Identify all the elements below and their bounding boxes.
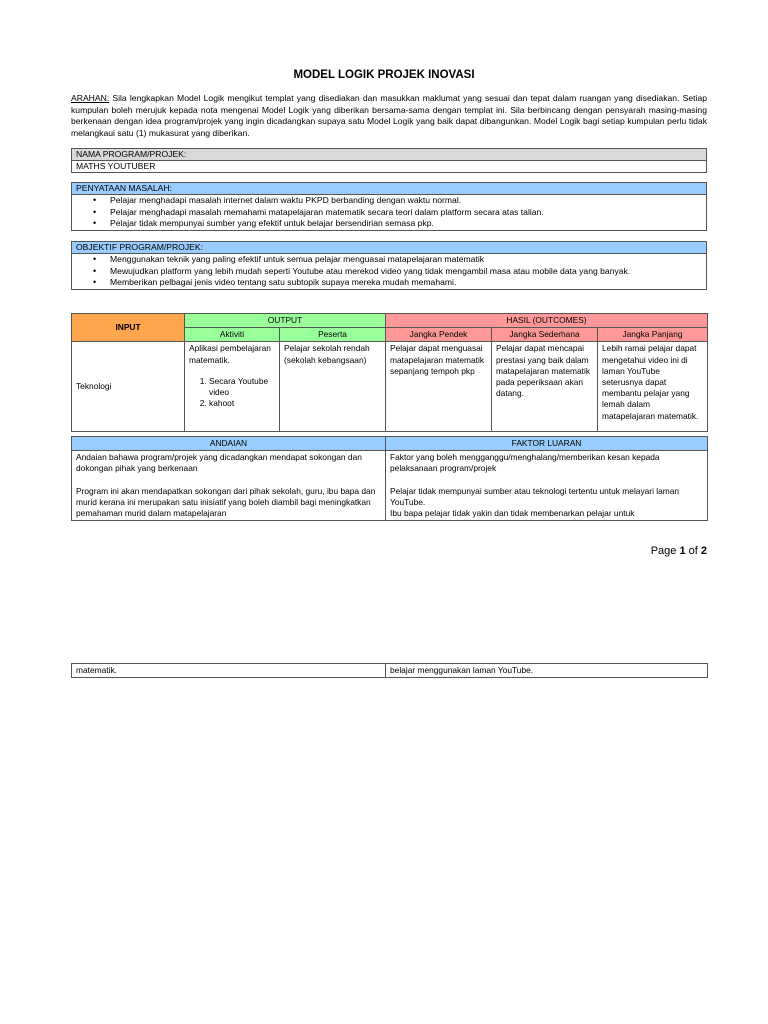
problem-item: • Pelajar tidak mempunyai sumber yang efektif untuk belajar bersendirian semasa pkp.: [110, 218, 706, 230]
external-factors-intro: Faktor yang boleh mengganggu/menghalang/memberikan kesan kepada pelaksanaan program/projek: [390, 452, 660, 474]
problem-list: [72, 195, 706, 230]
objective-box: [71, 241, 707, 290]
program-name-value: MATHS YOUTUBER: [76, 161, 156, 171]
problem-item: • Pelajar menghadapi masalah memahami matapelajaran matematik secara teori dalam platform secara atas talian.: [110, 207, 706, 219]
logic-model-table: [71, 313, 708, 432]
page-of: of: [685, 545, 701, 557]
objective-item: • Memberikan pelbagai jenis video tentang satu subtopik supaya mereka mudah memahami.: [110, 277, 706, 289]
objective-item: • Mewujudkan platform yang lebih mudah seperti Youtube atau merekod video yang tidak mengambil masa atau mobile data yang banyak.: [110, 266, 706, 278]
document-title: MODEL LOGIK PROJEK INOVASI: [293, 69, 475, 81]
long-term-header: Jangka Panjang: [598, 328, 708, 342]
program-name-header: NAMA PROGRAM/PROJEK:: [72, 149, 706, 161]
input-header: INPUT: [72, 314, 185, 342]
input-value: Teknologi: [72, 342, 185, 432]
external-factors-header: FAKTOR LUARAN: [386, 437, 708, 451]
instructions-text: Sila lengkapkan Model Logik mengikut templat yang disediakan dan masukkan maklumat yang sesuai dan tepat dalam ruangan yang disediakan. Setiap kumpulan boleh merujuk kepada nota mengenai Model Logik yang diberikan bersama-sama dengan templat ini. Sila berbincang dengan pensyarah masing-masing berkenaan dengan idea program/projek yang ingin dicadangkan supaya satu Model Logik yang baik dapat dibangunkan. Model Logik bagi setiap kumpulan perlu tidak melangkaui satu (1) mukasurat yang diberikan.: [71, 93, 707, 138]
page-total: 2: [700, 545, 707, 557]
problem-statement-box: [71, 182, 707, 231]
page-current: 1: [679, 545, 686, 557]
aktiviti-list: [189, 376, 275, 410]
external-factors-text: Ibu bapa pelajar tidak yakin dan tidak membenarkan pelajar untuk: [390, 508, 635, 519]
page-number: [651, 545, 707, 557]
external-factors-cell: [386, 451, 708, 521]
long-term-cell: Lebih ramai pelajar dapat mengetahui video ini di laman YouTube seterusnya dapat membantu pelajar yang lemah dalam matapelajaran matematik.: [598, 342, 708, 432]
short-term-cell: Pelajar dapat menguasai matapelajaran matematik sepanjang tempoh pkp: [386, 342, 492, 432]
peserta-header: Peserta: [280, 328, 386, 342]
objective-item: • Menggunakan teknik yang paling efektif untuk semua pelajar menguasai matapelajaran matematik: [110, 254, 706, 266]
program-name-box: [71, 148, 707, 173]
instructions-label: ARAHAN:: [71, 93, 110, 103]
assumptions-cell: [72, 451, 386, 521]
aktiviti-cell: [185, 342, 280, 432]
objective-list: [72, 254, 706, 289]
aktiviti-list-item: 1. Secara Youtube video: [209, 376, 275, 398]
continuation-right: belajar menggunakan laman YouTube.: [386, 664, 708, 678]
outcomes-header: HASIL (OUTCOMES): [386, 314, 708, 328]
assumptions-intro: Andaian bahawa program/projek yang dicadangkan mendapat sokongan dan dokongan pihak yang berkenaan: [76, 452, 362, 474]
output-header: OUTPUT: [185, 314, 386, 328]
external-factors-text: Pelajar tidak mempunyai sumber atau teknologi tertentu untuk melayari laman YouTube.: [390, 485, 680, 507]
peserta-cell: Pelajar sekolah rendah (sekolah kebangsaan): [280, 342, 386, 432]
instructions-paragraph: [71, 93, 707, 139]
assumptions-table: [71, 436, 708, 521]
problem-item: • Pelajar menghadapi masalah internet dalam waktu PKPD berbanding dengan waktu normal.: [110, 195, 706, 207]
page-prefix: Page: [650, 545, 680, 557]
aktiviti-list-item: 2. kahoot: [209, 398, 275, 409]
medium-term-cell: Pelajar dapat mencapai prestasi yang baik dalam matapelajaran matematik pada peperiksaan akan datang.: [492, 342, 598, 432]
aktiviti-text: Aplikasi pembelajaran matematik.: [189, 343, 271, 365]
continuation-left: matematik.: [72, 664, 386, 678]
problem-statement-header: PENYATAAN MASALAH:: [72, 183, 706, 195]
short-term-header: Jangka Pendek: [386, 328, 492, 342]
aktiviti-header: Aktiviti: [185, 328, 280, 342]
objective-header: OBJEKTIF PROGRAM/PROJEK:: [72, 242, 706, 254]
medium-term-header: Jangka Sederhana: [492, 328, 598, 342]
continuation-table: [71, 663, 708, 678]
assumptions-header: ANDAIAN: [72, 437, 386, 451]
assumptions-text: Program ini akan mendapatkan sokongan dari pihak sekolah, guru, ibu bapa dan murid kerana ini merupakan satu inisiatif yang boleh diambil bagi meningkatkan pemahaman murid dalam matapelajaran: [76, 485, 376, 519]
